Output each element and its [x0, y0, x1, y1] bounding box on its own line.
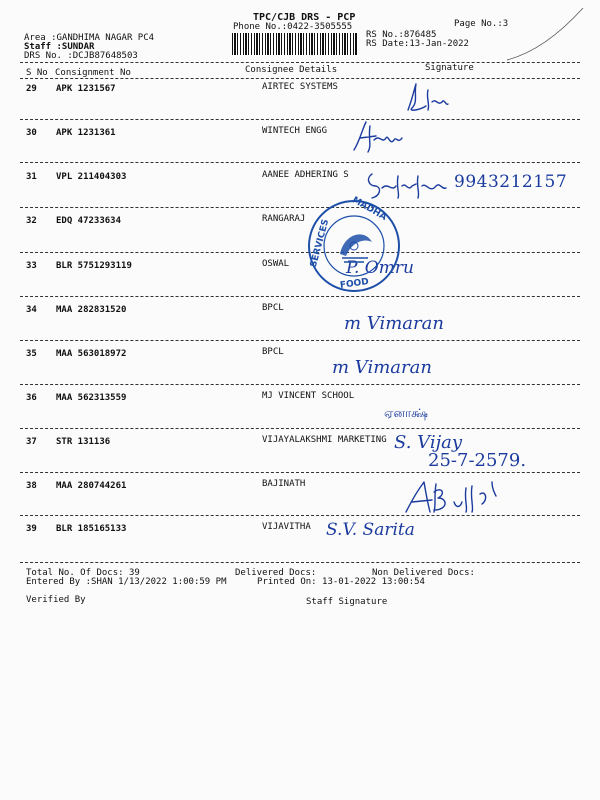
rs-number: RS No.:876485	[366, 30, 437, 40]
signature-30	[350, 116, 406, 156]
non-delivered-docs: Non Delivered Docs:	[372, 568, 475, 578]
row-consignee: AANEE ADHERING S	[262, 170, 349, 180]
row-sno: 36	[26, 393, 37, 403]
rs-date: RS Date:13-Jan-2022	[366, 39, 469, 49]
header-divider	[20, 62, 580, 63]
row-divider	[20, 119, 580, 120]
total-docs: Total No. Of Docs: 39	[26, 568, 140, 578]
staff-signature-label: Staff Signature	[306, 597, 388, 607]
row-consignment: BLR 5751293119	[56, 261, 132, 271]
row-sno: 38	[26, 481, 37, 491]
row-consignment: MAA 280744261	[56, 481, 127, 491]
handwritten-name-34: m Vimaran	[344, 313, 444, 334]
row-sno: 29	[26, 84, 37, 94]
stamp-text-left: SERVICES	[308, 218, 332, 269]
column-consignment: Consignment No	[55, 68, 131, 78]
handwritten-phone-31: 9943212157	[454, 172, 568, 192]
decorative-curve	[505, 0, 585, 70]
row-sno: 34	[26, 305, 37, 315]
row-consignment: EDQ 47233634	[56, 216, 122, 226]
row-consignee: WINTECH ENGG	[262, 126, 328, 136]
row-consignee: BAJINATH	[262, 479, 306, 489]
drs-number: DRS No. :DCJB87648503	[24, 51, 138, 61]
signature-38	[402, 478, 502, 518]
row-divider	[20, 252, 580, 253]
row-consignment: MAA 282831520	[56, 305, 127, 315]
row-consignment: APK 1231567	[56, 84, 116, 94]
row-consignee: MJ VINCENT SCHOOL	[262, 391, 355, 401]
row-sno: 32	[26, 216, 37, 226]
row-consignee: AIRTEC SYSTEMS	[262, 82, 338, 92]
row-consignment: MAA 562313559	[56, 393, 127, 403]
phone-number: Phone No.:0422-3505555	[233, 22, 353, 32]
row-consignee: BPCL	[262, 347, 284, 357]
stamp-text-top: MADHA	[350, 195, 389, 223]
column-sno: S No	[26, 68, 48, 78]
handwritten-tamil-36: ஏனாக்ஷ்	[384, 406, 428, 420]
row-consignee: OSWAL	[262, 259, 290, 269]
page-number: Page No.:3	[454, 19, 509, 29]
handwritten-name-33: P. Omru	[346, 258, 414, 278]
row-consignment: APK 1231361	[56, 128, 116, 138]
row-sno: 37	[26, 437, 37, 447]
row-sno: 33	[26, 261, 37, 271]
handwritten-name-35: m Vimaran	[332, 357, 432, 378]
document-title: TPC/CJB DRS - PCP	[253, 12, 356, 23]
row-consignee: VIJAYALAKSHMI MARKETING	[262, 435, 387, 445]
column-divider	[20, 78, 580, 79]
handwritten-name-37: S. Vijay	[394, 432, 463, 453]
row-divider	[20, 162, 580, 163]
row-divider	[20, 340, 580, 341]
entered-by: Entered By :SHAN 1/13/2022 1:00:59 PM	[26, 577, 227, 587]
row-consignment: VPL 211404303	[56, 172, 127, 182]
row-sno: 31	[26, 172, 37, 182]
delivered-docs: Delivered Docs:	[235, 568, 317, 578]
column-consignee: Consignee Details	[245, 65, 338, 75]
row-consignee: VIJAVITHA	[262, 522, 311, 532]
row-divider	[20, 428, 580, 429]
barcode	[232, 33, 358, 55]
printed-on: Printed On: 13-01-2022 13:00:54	[257, 577, 425, 587]
staff-label: Staff :SUNDAR	[24, 42, 95, 52]
row-sno: 30	[26, 128, 37, 138]
verified-by: Verified By	[26, 595, 86, 605]
row-divider	[20, 562, 580, 563]
row-sno: 35	[26, 349, 37, 359]
row-consignee: BPCL	[262, 303, 284, 313]
column-signature: Signature	[425, 63, 474, 73]
row-consignment: BLR 185165133	[56, 524, 127, 534]
row-divider	[20, 207, 580, 208]
area-label: Area :GANDHIMA NAGAR PC4	[24, 33, 155, 43]
row-consignment: MAA 563018972	[56, 349, 127, 359]
row-divider	[20, 384, 580, 385]
handwritten-number-37: 25-7-2579.	[428, 450, 527, 471]
row-sno: 39	[26, 524, 37, 534]
row-divider	[20, 296, 580, 297]
row-consignee: RANGARAJ	[262, 214, 306, 224]
row-consignment: STR 131136	[56, 437, 111, 447]
handwritten-name-39: S.V. Sarita	[326, 520, 415, 540]
signature-29	[402, 80, 452, 116]
row-divider	[20, 472, 580, 473]
stamp-text-bottom: FOOD	[339, 277, 370, 291]
